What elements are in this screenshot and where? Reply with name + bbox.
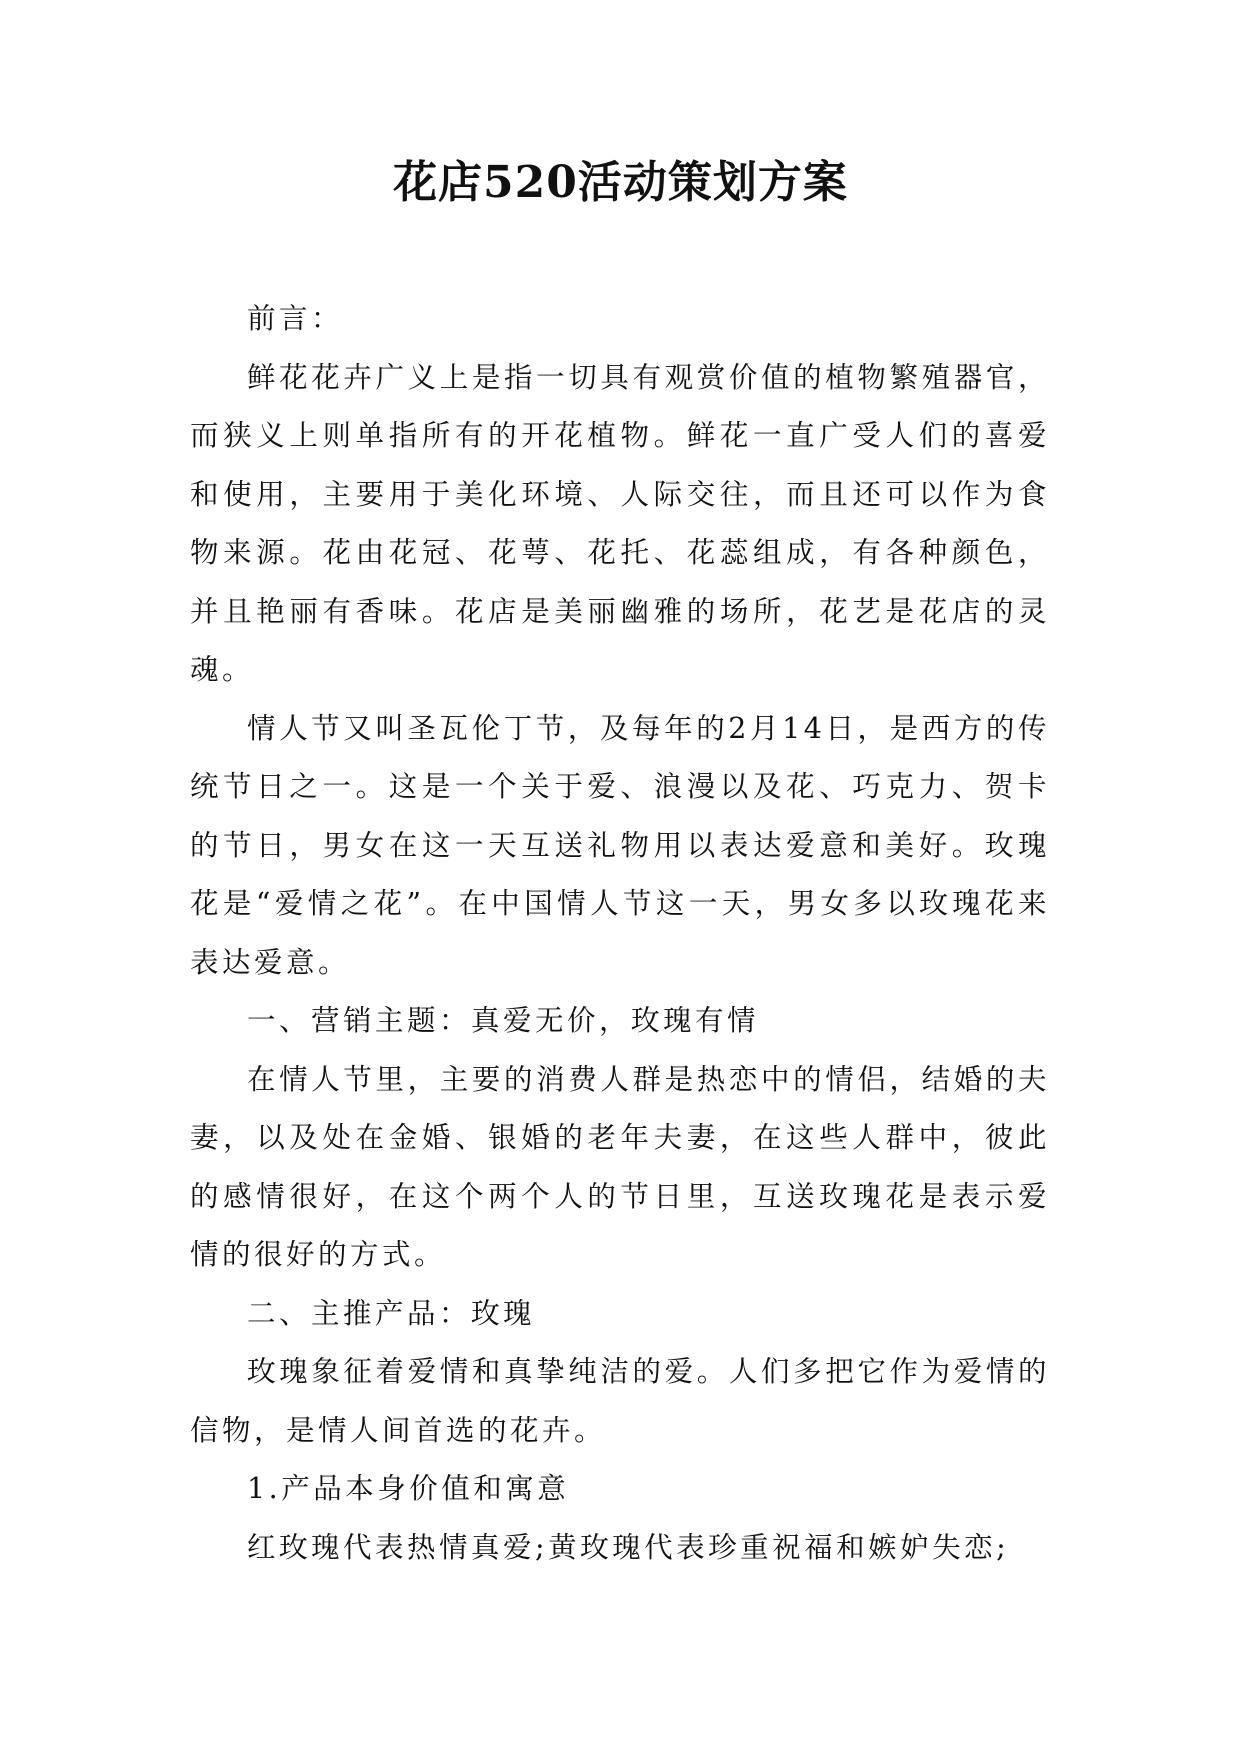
document-body [190, 290, 1050, 1577]
section-heading-main-product: 二、主推产品：玫瑰 [247, 1296, 536, 1330]
paragraph-flowers-intro: 鲜花花卉广义上是指一切具有观赏价值的植物繁殖器官，而狭义上则单指所有的开花植物。鲜花一直广受人们的喜爱和使用，主要用于美化环境、人际交往，而且还可以作为食物来源。花由花冠、花萼、花托、花蕊组成，有各种颜色，并且艳丽有香味。花店是美丽幽雅的场所，花艺是花店的灵魂。 [190, 360, 1050, 686]
document-title: 花店520活动策划方案 [393, 157, 848, 208]
preface-heading: 前言： [247, 302, 344, 335]
paragraph-rose-colors: 红玫瑰代表热情真爱;黄玫瑰代表珍重祝福和嫉妒失恋; [247, 1530, 1010, 1564]
paragraph-valentines: 情人节又叫圣瓦伦丁节，及每年的2月14日，是西方的传统节日之一。这是一个关于爱、浪漫以及花、巧克力、贺卡的节日，男女在这一天互送礼物用以表达爱意和美好。玫瑰花是“爱情之花”。在中国情人节这一天，男女多以玫瑰花来表达爱意。 [190, 711, 1050, 979]
paragraph-consumers: 在情人节里，主要的消费人群是热恋中的情侣，结婚的夫妻，以及处在金婚、银婚的老年夫妻，在这些人群中，彼此的感情很好，在这个两个人的节日里，互送玫瑰花是表示爱情的很好的方式。 [190, 1062, 1050, 1271]
subsection-heading-product-value: 1.产品本身价值和寓意 [247, 1472, 570, 1505]
paragraph-rose-symbolism: 玫瑰象征着爱情和真挚纯洁的爱。人们多把它作为爱情的信物，是情人间首选的花卉。 [190, 1355, 1050, 1447]
section-heading-marketing-theme: 一、营销主题：真爱无价，玫瑰有情 [247, 1004, 760, 1037]
